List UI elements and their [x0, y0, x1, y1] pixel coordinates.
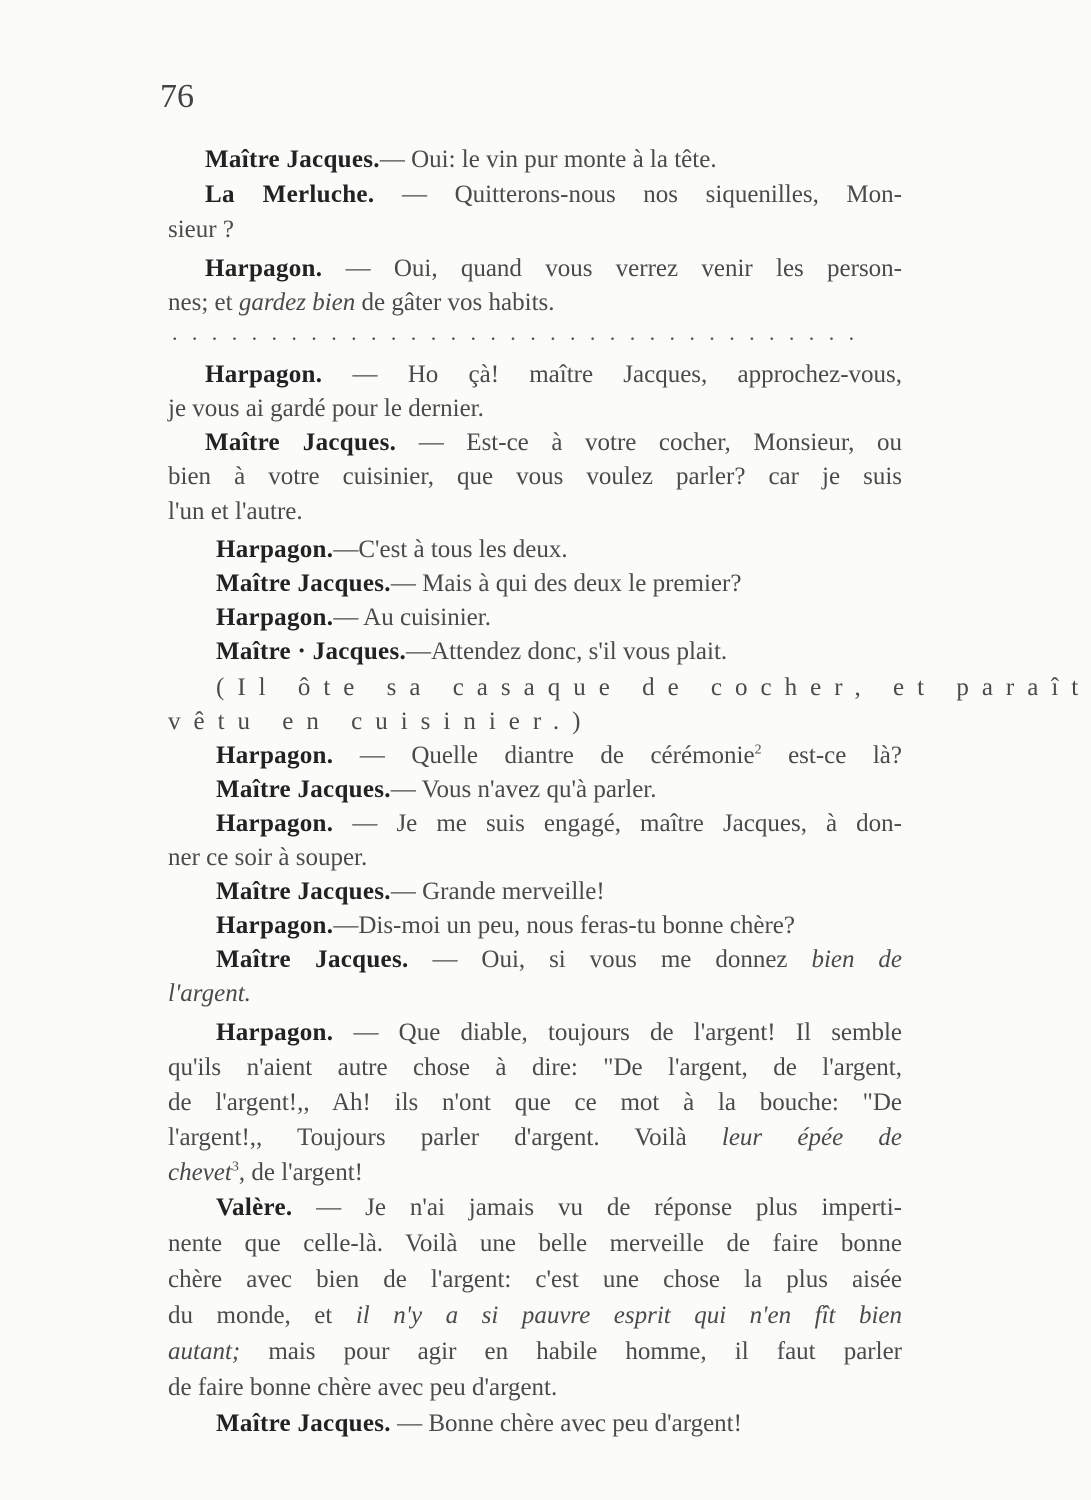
- speaker-name: Harpagon.: [216, 604, 334, 631]
- dialogue-line: Valère. — Je n'ai jamais vu de réponse plus imperti-: [216, 1194, 903, 1221]
- dialogue-line: Harpagon. — Je me suis engagé, maître Jacques, à don-: [216, 810, 903, 837]
- continuation-line: ner ce soir à souper.: [168, 844, 368, 871]
- continuation-line: de l'argent!,, Ah! ils n'ont que ce mot à la bouche: "De: [168, 1089, 902, 1116]
- speaker-name: Maître Jacques.: [216, 1410, 391, 1437]
- speaker-name: Maître Jacques.: [205, 146, 380, 173]
- speaker-name: Harpagon.: [216, 912, 334, 939]
- dialogue-line: Maître Jacques.— Oui: le vin pur monte à la tête.: [205, 146, 717, 173]
- italic-phrase: bien de: [811, 946, 903, 973]
- continuation-line: qu'ils n'aient autre chose à dire: "De l'argent, de l'argent,: [168, 1054, 902, 1081]
- speaker-name: Valère.: [216, 1194, 293, 1221]
- continuation-line: chère avec bien de l'argent: c'est une chose la plus aisée: [168, 1266, 902, 1293]
- speaker-name: Harpagon.: [216, 742, 334, 769]
- speaker-name: Maître Jacques.: [216, 776, 391, 803]
- continuation-line: l'un et l'autre.: [168, 498, 303, 525]
- speaker-name: Maître Jacques.: [216, 878, 391, 905]
- stage-direction: (Il ôte sa casaque de cocher, et paraît: [216, 674, 1091, 701]
- stage-direction: vêtu en cuisinier.): [168, 708, 594, 735]
- dialogue-line: Harpagon.—Dis-moi un peu, nous feras-tu bonne chère?: [216, 912, 795, 939]
- speaker-name: Harpagon.: [216, 810, 334, 837]
- speaker-name: Harpagon.: [216, 1019, 334, 1046]
- dialogue-line: Maître Jacques. — Est-ce à votre cocher, Monsieur, ou: [205, 429, 902, 456]
- speaker-name: Maître Jacques.: [216, 946, 409, 973]
- italic-phrase: autant;: [168, 1338, 241, 1365]
- dialogue-line: Maître Jacques.— Vous n'avez qu'à parler.: [216, 776, 657, 803]
- continuation-line: sieur ?: [168, 216, 234, 243]
- speaker-name: La Merluche.: [205, 181, 375, 208]
- continuation-line: bien à votre cuisinier, que vous voulez parler? car je suis: [168, 463, 902, 490]
- continuation-line: chevet$^3$, de l'argent!: [168, 1159, 363, 1186]
- page-number: 76: [160, 78, 194, 115]
- dialogue-line: Harpagon. — Ho çà! maître Jacques, approchez-vous,: [205, 361, 903, 388]
- continuation-line: l'argent!,, Toujours parler d'argent. Voilà leur épée de: [168, 1124, 902, 1151]
- footnote-ref: 2: [754, 742, 762, 758]
- dialogue-line: Harpagon.— Au cuisinier.: [216, 604, 491, 631]
- continuation-line: nes; et gardez bien de gâter vos habits.: [168, 289, 555, 316]
- speaker-name: Maître Jacques.: [205, 429, 397, 456]
- dialogue-line: Harpagon. — Que diable, toujours de l'argent! Il semble: [216, 1019, 903, 1046]
- speaker-name: Harpagon.: [216, 536, 334, 563]
- speaker-name: Harpagon.: [205, 361, 323, 388]
- footnote-ref: 3: [231, 1159, 239, 1175]
- italic-phrase: chevet: [168, 1159, 232, 1186]
- speaker-name: Maître · Jacques.: [216, 638, 407, 665]
- continuation-line: de faire bonne chère avec peu d'argent.: [168, 1374, 558, 1401]
- dialogue-line: La Merluche. — Quitterons-nous nos siquenilles, Mon-: [205, 181, 902, 208]
- continuation-line: du monde, et il n'y a si pauvre esprit qui n'en fît bien: [168, 1302, 902, 1329]
- italic-phrase: il n'y a si pauvre esprit qui n'en fît bien: [355, 1302, 902, 1329]
- ellipsis-divider: ...................................: [172, 320, 869, 345]
- continuation-line: je vous ai gardé pour le dernier.: [168, 395, 484, 422]
- dialogue-line: Harpagon. — Oui, quand vous verrez venir les person-: [205, 255, 902, 282]
- continuation-line: nente que celle-là. Voilà une belle merveille de faire bonne: [168, 1230, 902, 1257]
- italic-phrase: gardez bien: [238, 289, 356, 316]
- continuation-line: l'argent.: [168, 980, 251, 1007]
- speaker-name: Harpagon.: [205, 255, 323, 282]
- dialogue-line: Maître · Jacques.—Attendez donc, s'il vous plait.: [216, 638, 728, 665]
- italic-phrase: leur épée de: [721, 1124, 902, 1151]
- dialogue-line: Harpagon.—C'est à tous les deux.: [216, 536, 568, 563]
- dialogue-line: Maître Jacques.— Grande merveille!: [216, 878, 605, 905]
- dialogue-line: Maître Jacques. — Oui, si vous me donnez bien de: [216, 946, 903, 973]
- dialogue-line: Maître Jacques. — Bonne chère avec peu d'argent!: [216, 1410, 742, 1437]
- dialogue-line: Harpagon. — Quelle diantre de cérémonie$^2$ est-ce là?: [216, 742, 902, 769]
- speaker-name: Maître Jacques.: [216, 570, 391, 597]
- continuation-line: autant; mais pour agir en habile homme, il faut parler: [168, 1338, 902, 1365]
- dialogue-line: Maître Jacques.— Mais à qui des deux le premier?: [216, 570, 742, 597]
